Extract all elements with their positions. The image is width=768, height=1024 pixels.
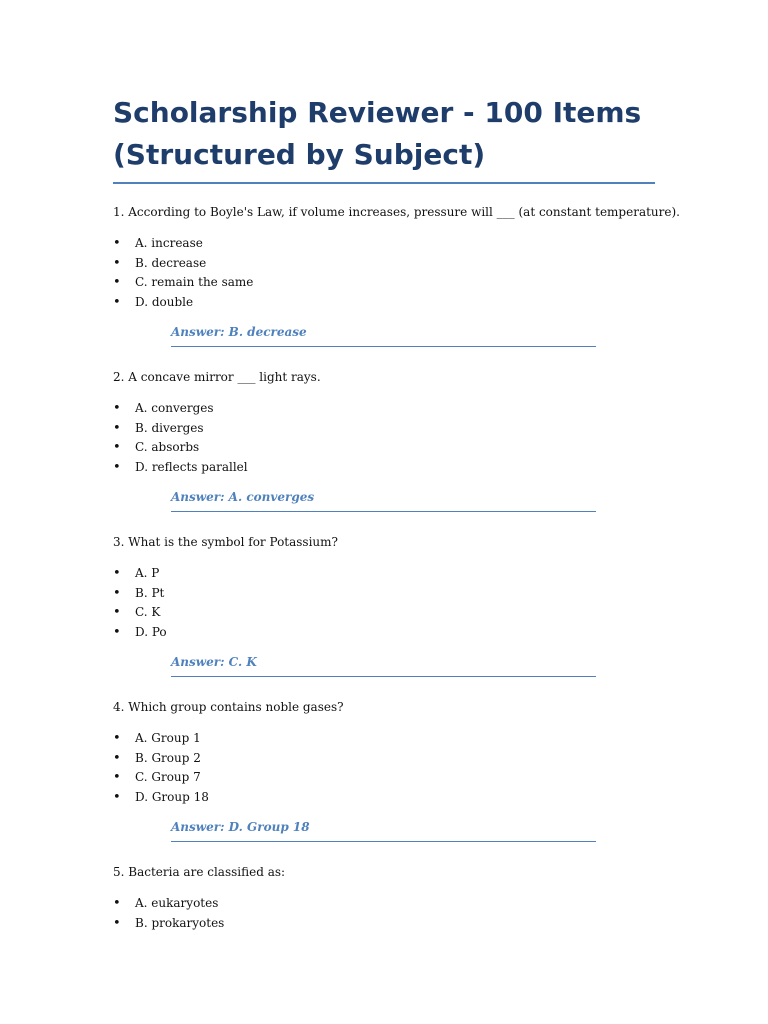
bullet-icon: • bbox=[113, 566, 121, 581]
option-label: B. prokaryotes bbox=[135, 915, 225, 930]
bullet-icon: • bbox=[113, 731, 121, 746]
answer-line: Answer: B. decrease bbox=[171, 324, 596, 347]
option-label: A. eukaryotes bbox=[135, 896, 219, 910]
option-label: B. Group 2 bbox=[135, 750, 201, 765]
bullet-icon: • bbox=[113, 585, 121, 601]
option-label: B. Pt bbox=[135, 585, 165, 600]
bullet-icon: • bbox=[113, 605, 121, 620]
option-label: C. absorbs bbox=[135, 440, 200, 454]
question-block-1 bbox=[113, 204, 768, 347]
answer-line: Answer: A. converges bbox=[171, 489, 596, 512]
title-line-2: (Structured by Subject) bbox=[113, 138, 486, 171]
option-label: C. K bbox=[135, 605, 161, 619]
option-item bbox=[113, 419, 768, 439]
question-text: 4. Which group contains noble gases? bbox=[113, 700, 344, 714]
option-item bbox=[113, 894, 768, 914]
option-item bbox=[113, 749, 768, 769]
bullet-icon: • bbox=[113, 275, 121, 290]
bullet-icon: • bbox=[113, 915, 121, 931]
option-list bbox=[113, 564, 768, 642]
question-block-4 bbox=[113, 699, 768, 842]
option-label: A. increase bbox=[135, 236, 203, 250]
option-item bbox=[113, 254, 768, 274]
option-item bbox=[113, 729, 768, 749]
bullet-icon: • bbox=[113, 236, 121, 251]
option-label: A. P bbox=[135, 566, 160, 580]
question-text: 2. A concave mirror ___ light rays. bbox=[113, 370, 321, 384]
question-text: 1. According to Boyle's Law, if volume increases, pressure will ___ (at constant temperature). bbox=[113, 205, 680, 219]
option-label: B. decrease bbox=[135, 255, 207, 270]
option-item bbox=[113, 914, 768, 934]
answer-line: Answer: C. K bbox=[171, 654, 596, 677]
option-list bbox=[113, 729, 768, 807]
question-block-5 bbox=[113, 864, 768, 933]
option-item bbox=[113, 603, 768, 623]
option-label: D. double bbox=[135, 294, 194, 309]
option-label: D. Group 18 bbox=[135, 789, 209, 804]
option-label: D. Po bbox=[135, 624, 167, 639]
bullet-icon: • bbox=[113, 294, 121, 310]
option-list bbox=[113, 399, 768, 477]
title-line-1: Scholarship Reviewer - 100 Items bbox=[113, 96, 642, 129]
bullet-icon: • bbox=[113, 750, 121, 766]
bullet-icon: • bbox=[113, 420, 121, 436]
option-item bbox=[113, 564, 768, 584]
option-item bbox=[113, 768, 768, 788]
question-block-3 bbox=[113, 534, 768, 677]
option-item bbox=[113, 458, 768, 478]
bullet-icon: • bbox=[113, 401, 121, 416]
question-text: 3. What is the symbol for Potassium? bbox=[113, 535, 338, 549]
option-label: B. diverges bbox=[135, 420, 204, 435]
bullet-icon: • bbox=[113, 896, 121, 911]
question-text: 5. Bacteria are classified as: bbox=[113, 865, 286, 879]
option-label: C. remain the same bbox=[135, 275, 254, 289]
option-item bbox=[113, 399, 768, 419]
bullet-icon: • bbox=[113, 440, 121, 455]
option-label: D. reflects parallel bbox=[135, 459, 248, 474]
option-item bbox=[113, 438, 768, 458]
option-item bbox=[113, 623, 768, 643]
option-label: C. Group 7 bbox=[135, 770, 201, 784]
answer-line: Answer: D. Group 18 bbox=[171, 819, 596, 842]
option-list bbox=[113, 894, 768, 933]
document-title bbox=[113, 92, 655, 184]
option-label: A. converges bbox=[135, 401, 214, 415]
option-item bbox=[113, 788, 768, 808]
bullet-icon: • bbox=[113, 624, 121, 640]
option-item bbox=[113, 293, 768, 313]
bullet-icon: • bbox=[113, 459, 121, 475]
option-item bbox=[113, 273, 768, 293]
question-block-2 bbox=[113, 369, 768, 512]
bullet-icon: • bbox=[113, 255, 121, 271]
option-list bbox=[113, 234, 768, 312]
bullet-icon: • bbox=[113, 789, 121, 805]
option-item bbox=[113, 234, 768, 254]
bullet-icon: • bbox=[113, 770, 121, 785]
option-label: A. Group 1 bbox=[135, 731, 201, 745]
option-item bbox=[113, 584, 768, 604]
